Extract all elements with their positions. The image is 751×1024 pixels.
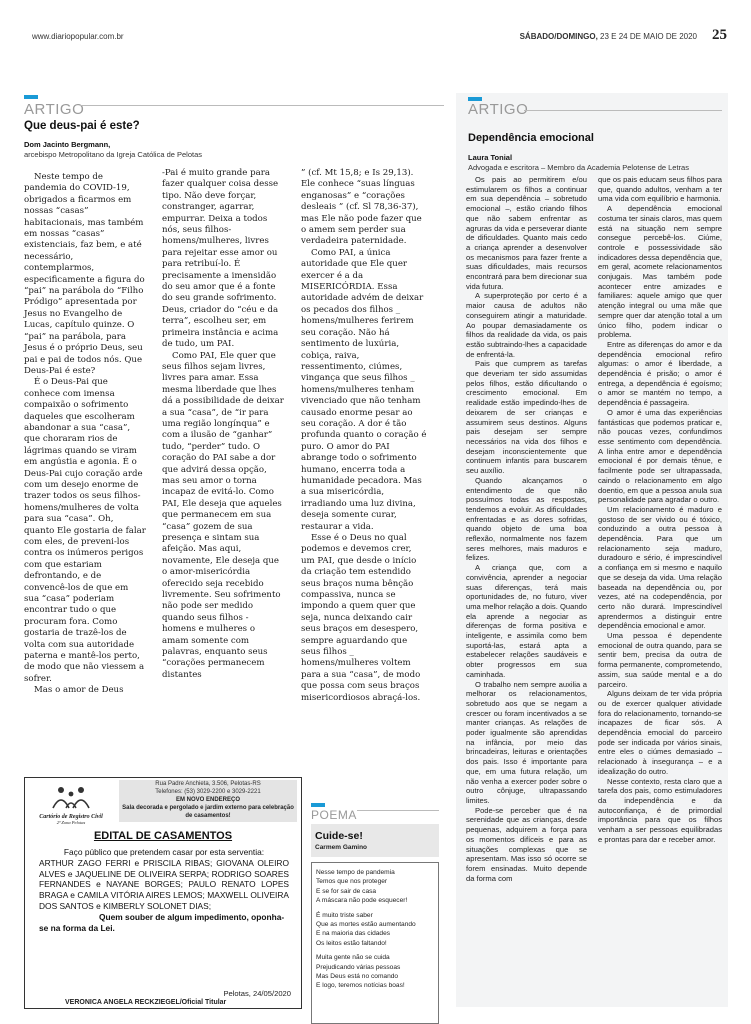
- cartorio-address-box: [119, 780, 297, 822]
- poema-header: [311, 824, 439, 857]
- cartorio-zone: 2ª Zona Pelotas: [56, 820, 86, 825]
- verse: Temos que nos proteger: [316, 878, 388, 886]
- section-accent-bar: [311, 803, 325, 807]
- edital-impediment-note: Quem souber de algum impedimento, oponha-se na forma da Lei.: [39, 911, 285, 933]
- paragraph: Esse é o Deus no qual podemos e devemos crer, um PAI, que desde o início da criação tem estendido seus braços numa bênção compassiva, nunca se impondo a quem quer que seja, nunca deixando cair seus braços em desespero, sempre aguardando que seus filhos _ homens/mulheres voltem para a sua “casa”, de modo que possa com seus braços misericordiosos abraçá-los.: [301, 533, 421, 703]
- cartorio-address: Rua Padre Anchieta, 3.506, Pelotas-RS: [155, 781, 261, 787]
- verse: E se for sair de casa: [316, 887, 377, 895]
- section-accent-bar: [24, 95, 38, 99]
- paragraph: A superproteção por certo é a maior causa de adultos não conseguirem atingir a maturidade. Ao poupar demasiadamente os filhos da realidade da vida, os pais estão subtraindo-lhes a capacidade de enfrentá-la.: [466, 291, 587, 359]
- article-column-1: [24, 172, 146, 697]
- paragraph: Nesse contexto, resta claro que a tarefa dos pais, como estimuladores da independência e da autoconfiança, é de primordial importância para que os filhos venham a ser pessoas equilibradas e prontas para dar e receber amor.: [598, 776, 722, 844]
- paragraph: Neste tempo de pandemia do COVID-19, obrigados a ficarmos em nossas “casas” habitacionais, mas também em nossas “casas” existenciais, faz bem, e até necessário, contemplarmos, especificamente a figura do “pai” na parábola do “Filho Pródigo” apresentada por Jesus no Evangelho de Lucas, capítulo quinze. O “pai” na parábola, para Jesus é o próprio Deus, seu pai e pai de todos nós. Que Deus-Pai é este?: [24, 172, 145, 376]
- poema-author: Carmem Gamino: [315, 844, 368, 851]
- paragraph: A criança que, com a convivência, aprender a negociar suas diferenças, terá mais oportunidades de, no futuro, viver uma melhor relação a dois. Quando ela aprende a negociar as diferenças de forma positiva e inteligente, e assimila como bem suportá-las, estará apta a estabelecer relações saudáveis e obter progressos em sua caminhada.: [466, 563, 587, 679]
- verse: Muita gente não se cuida: [316, 954, 390, 962]
- page-header: [0, 27, 751, 50]
- article-author-role: arcebispo Metropolitano da Igreja Católica de Pelotas: [24, 150, 203, 159]
- paragraph: A dependência emocional costuma ter sinais claros, mas quem está na situação nem sempre consegue percebê-los. Ciúme, controle e possessividade são indicadores dessa dependência que, em geral, acomete relacionamentos conjugais. Mas também pode acontecer entre amizades e familiares: aquele amigo que quer atenção integral ou uma mãe que sempre quer dar atenção total a um único filho, podem indicar o problema.: [598, 204, 722, 340]
- section-rule: [80, 105, 444, 106]
- cartorio-logo: [31, 784, 111, 825]
- paragraph: Mas o amor de Deus: [34, 685, 124, 696]
- article-2-column-1: [466, 175, 587, 883]
- paragraph: Como PAI, Ele quer que seus filhos sejam livres, livres para amar. Essa mesma liberdade que lhes dá a possibilidade de deixar a sua “casa”, de “ir para uma região longínqua” e com a ilusão de “ganhar” tudo, “perder” tudo. O coração do PAI sabe a dor que advirá dessa opção, mas seu amor o torna incapaz de evitá-lo. Como PAI, Ele deseja que aqueles que permanecem em sua “casa” gozem de sua presença e sintam sua afeição. Mas aqui, novamente, Ele deseja que o amor-misericórdia oferecido seja recebido livremente. Seu sofrimento não pode ser medido quando seus filhos - homens e mulheres o amam somente com palavras, enquanto seus “corações permanecem distantes: [162, 350, 284, 680]
- site-url[interactable]: www.diariopopular.com.br: [32, 32, 124, 41]
- page-number: 25: [712, 27, 727, 43]
- paragraph: É o Deus-Pai que conhece com imensa compaixão o sofrimento daqueles que escolheram abandonar a sua “casa”, que choraram rios de lágrimas quando se viram em angústia e agonia. É o Deus-Pai cujo coração arde com um desejo enorme de trazer todos os seus filhos-homens/mulheres de volta para sua “casa”. Oh, quanto Ele gostaria de falar com eles, de preveni-los contra os inúmeros perigos com que estariam defrontando, e de convencê-los de que em sua “casa” poderiam encontrar tudo o que procuram fora. Como gostaria de trazê-los de volta com sua autoridade paterna e mantê-los perto, de modo que não viessem a sofrer.: [24, 377, 146, 684]
- issue-date-rest: 23 E 24 DE MAIO DE 2020: [597, 32, 697, 41]
- article-deus-pai-header: [24, 95, 444, 159]
- paragraph: Como PAI, a única autoridade que Ele quer exercer é a da MISERICÓRDIA. Essa autoridade advém de deixar os pecados dos filhos _ homens/mulheres ferirem seu coração. Não há sentimento de luxúria, cobiça, raiva, ressentimento, ciúmes, vingança que seus filhos _ homens/mulheres tenham vivenciado que não tenham causado enorme pesar ao seu coração. A dor é tão profunda quanto o coração é puro. O amor do PAI abrange todo o sofrimento humano, encerra toda a humanidade pecadora. Mas a sua misericórdia, irradiando uma luz divina, deseja somente curar, restaurar a vida.: [301, 247, 427, 532]
- verse: É muito triste saber: [316, 911, 373, 919]
- poema-title: Cuide-se!: [315, 830, 363, 842]
- verse: Mas Deus está no comando: [316, 973, 399, 981]
- cartorio-name: Cartório de Registro Civil: [39, 814, 103, 820]
- verse: Prejudicando várias pessoas: [316, 963, 401, 971]
- article-column-2: [162, 168, 284, 681]
- article-author: Dom Jacinto Bergmann,: [24, 140, 111, 149]
- edital-date: Pelotas, 24/05/2020: [223, 989, 291, 998]
- edital-names: ARTHUR ZAGO FERRI e PRISCILA RIBAS; GIOVANA OLEIRO ALVES e JAQUELINE DE OLIVEIRA SERPA; RODRIGO SOARES FERNANDES e NAYANE BORGES; PAULO RENATO LOPES BRAGA e CAMILA VITÓRIA AIRES LEMOS; MAXWELL OLIVEIRA DOS SANTOS e KIMBERLY SOLONET DIAS;: [39, 857, 289, 911]
- verse: E na maioria das cidades: [316, 930, 391, 938]
- article-dependencia-emocional: [456, 93, 728, 1007]
- paragraph: O amor é uma das experiências fantásticas que podemos praticar e, não poucas vezes, confundimos esse sentimento com dependência. A linha entre amor e dependência emocional é por demais tênue, e facilmente pode ser ultrapassada, caindo o relacionamento em algo doentio, em que a pessoa anula sua personalidade para agradar o outro.: [598, 407, 722, 505]
- poema-text: [311, 862, 439, 1024]
- issue-date: [520, 32, 697, 41]
- stanza: [316, 953, 434, 991]
- article-title: Que deus-pai é este?: [24, 120, 140, 132]
- paragraph: Quando alcançamos o entendimento de que não possuímos todas as respostas, tendemos a evoluir. As dificuldades enfrentadas e as dores sofridas, quando objeto de uma boa reflexão, normalmente nos fazem seres melhores, mais maduros e felizes.: [466, 475, 587, 563]
- cartorio-phones: Telefones: (53) 3029-2200 e 3029-2221: [155, 789, 261, 795]
- article-column-3: [301, 168, 427, 704]
- verse: Que as mortes estão aumentando: [316, 921, 416, 929]
- section-label: POEMA: [311, 808, 357, 822]
- stanza: [316, 911, 434, 949]
- section-label: ARTIGO: [468, 101, 529, 118]
- paragraph: -Pai é muito grande para fazer qualquer coisa desse tipo. Não deve forçar, constranger, agarrar, empurrar. Deixa a todos nós, seus filhos-homens/mulheres, livres para rejeitar esse amor ou para retribuí-lo. É precisamente a imensidão do seu amor que é a fonte do seu grande sofrimento. Deus, criador do “céu e da terra”, escolheu ser, em primeira instância e acima de tudo, um PAI.: [162, 168, 279, 350]
- family-logo-icon: [49, 784, 93, 810]
- paragraph: Alguns deixam de ter vida própria ou de exercer qualquer atividade fora do relacionamento, tornando-se incapazes de ficar sós. A dependência emocial do parceiro pode ser indicada por vários sinais, entre eles o ciúmes demasiado – relacionado à insegurança – e a idealização do outro.: [598, 689, 722, 776]
- section-label: ARTIGO: [24, 101, 85, 118]
- paragraph: Pode-se perceber que é na serenidade que as crianças, desde pequenas, adquirem a força para os momentos difíceis e para as situações complexas que se apresentam. Mas isso só ocorre se forem ensinadas. Muito depende da forma com: [466, 805, 587, 883]
- poema-box: [311, 803, 439, 1024]
- paragraph: O trabalho nem sempre auxilia a melhorar os relacionamentos, sobretudo aos que se negam a crescer ou foram incentivados a se manter crianças. As relações de poder igualmente são aprendidas na infância, por meio das brincadeiras, leituras e orientações dos pais. Isso é importante para que, em uma futura relação, um não venha a exercer poder sobre o outro cônjuge, ultrapassando limites.: [466, 679, 587, 805]
- paragraph: Os pais ao permitirem e/ou estimularem os filhos a continuar em sua dependência – sobretudo emocional –, estão criando filhos que não sabem enfrentar as agruras da vida e perseverar diante de dificuldades. Quanto mais cedo a criança aprender a desenvolver os mecanismos para fazer frente a suas dificuldades, mais recursos encontrará para bem direcionar sua vida futura.: [466, 175, 587, 291]
- decor-note: Sala decorada e pergolado e jardim externo para celebração de casamentos!: [122, 805, 294, 819]
- edital-title: EDITAL DE CASAMENTOS: [93, 830, 233, 842]
- paragraph: Pais que cumprem as tarefas que deveriam ter sido assumidas pelos filhos, estão dificultando o crescimento emocional. Em realidade estão impedindo-lhes de deixarem de ser crianças e assumirem seus destinos. Alguns pais desejam ser sempre necessários na vida dos filhos e desejam inconscientemente que continuem infantis para buscarem seu auxílio.: [466, 359, 587, 476]
- verse: Nesse tempo de pandemia: [316, 869, 395, 876]
- paragraph: ” (cf. Mt 15,8; e Is 29,13). Ele conhece “suas línguas enganosas” e “corações desleais ” (cf. Sl 78,36-37), mas Ele não pode fazer que o amem sem perder sua verdadeira paternidade.: [301, 168, 422, 247]
- paragraph: Um relacionamento é maduro e gostoso de ser vivido ou é tóxico, conduzindo a outra pessoa à dependência. Para que um relacionamento seja maduro, duradouro e sério, é imprescindível a confiança em si mesmo e naquilo que se deseja da vida. Uma relação baseada na dependência ou, por vezes, até na codependência, por certo não durará. Imprescindível aprendermos a distinguir entre dependência emocional e amor.: [598, 504, 722, 631]
- article-author: Laura Tonial: [468, 153, 513, 162]
- stanza: [316, 868, 434, 906]
- verse: A máscara não pode esquecer!: [316, 897, 408, 905]
- article-author-role: Advogada e escritora – Membro da Academia Pelotense de Letras: [468, 163, 689, 172]
- edital-body: [39, 847, 289, 933]
- article-title: Dependência emocional: [468, 132, 594, 144]
- paragraph: que os pais educam seus filhos para que, quando adultos, venham a ter uma vida com equilíbrio e harmonia.: [598, 175, 722, 204]
- paragraph: Entre as diferenças do amor e da dependência emocional refiro algumas: o amor é liberdade, a dependência é prisão; o amor é entrega, a dependência é egoísmo; o amor se mantém no tempo, a dependência é passageira.: [598, 339, 722, 408]
- section-rule: [357, 810, 439, 811]
- edital-signature: VERONICA ANGELA RECKZIEGEL/Oficial Titular: [65, 999, 227, 1006]
- verse: E logo, teremos notícias boas!: [316, 982, 405, 990]
- issue-date-days: SÁBADO/DOMINGO,: [519, 32, 598, 41]
- section-rule: [524, 110, 722, 111]
- new-address-note: EM NOVO ENDEREÇO: [175, 797, 240, 803]
- paragraph: Uma pessoa é dependente emocional de outra quando, para se sentir bem, precisa da outra de forma permanente, comprometendo, assim, sua saúde mental e a do parceiro.: [598, 631, 722, 689]
- verse: Os leitos estão faltando!: [316, 939, 387, 947]
- edital-casamentos-ad: [24, 777, 302, 1009]
- article-2-column-2: [598, 175, 722, 845]
- article-2-header: [468, 97, 722, 172]
- edital-intro: Faço público que pretendem casar por esta serventia:: [63, 847, 265, 857]
